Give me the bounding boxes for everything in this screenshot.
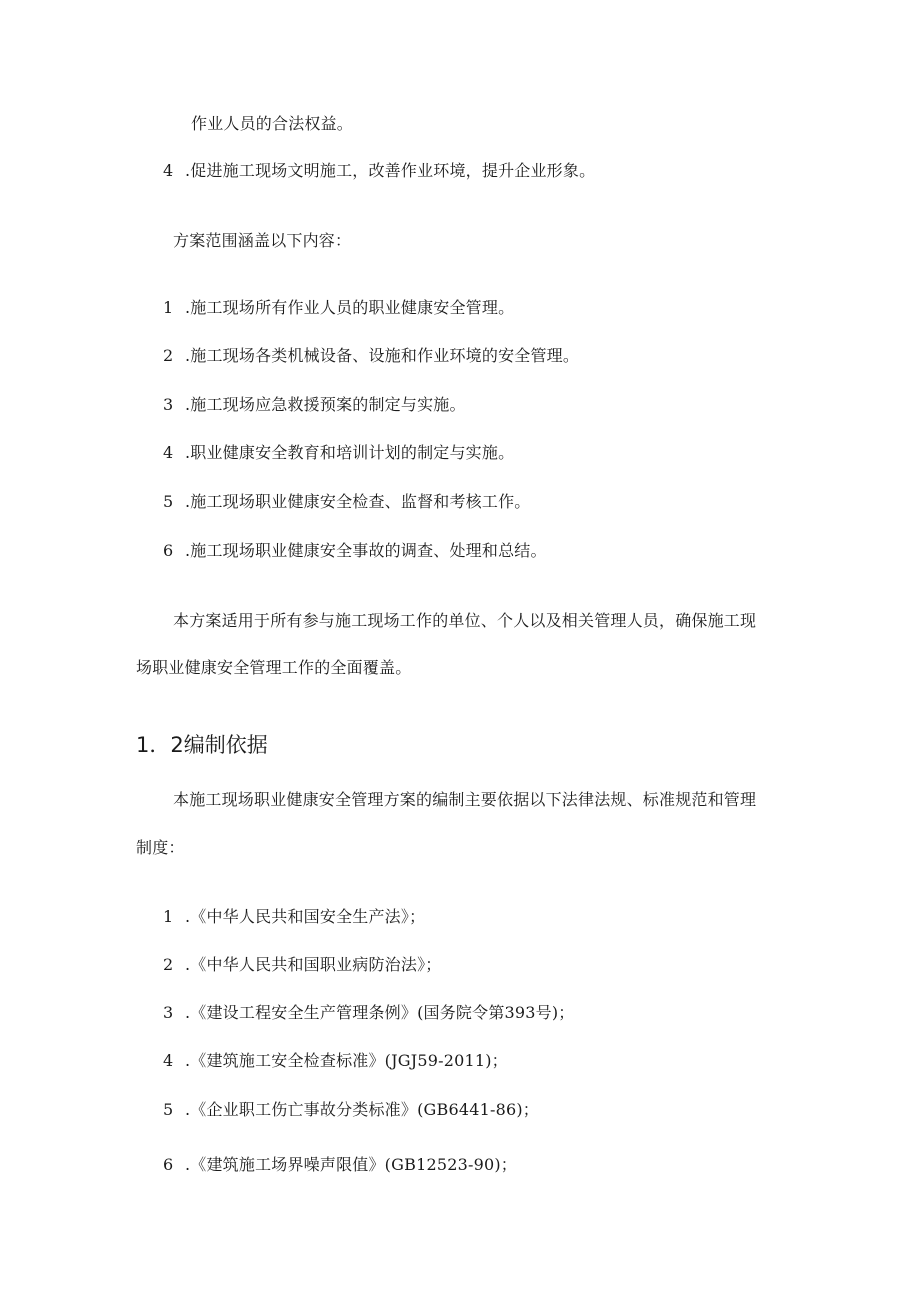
list-item-text: .《建设工程安全生产管理条例》(国务院令第393号)； [185,1003,575,1022]
list-item-number: 5 [163,1100,174,1119]
list-item-number: 3 [163,395,174,414]
scope-summary-line-1: 本方案适用于所有参与施工现场工作的单位、个人以及相关管理人员，确保施工现 [173,611,757,630]
list-item-text: .职业健康安全教育和培训计划的制定与实施。 [185,443,515,462]
basis-intro-line-1: 本施工现场职业健康安全管理方案的编制主要依据以下法律法规、标准规范和管理 [173,790,757,809]
basis-item-2 [163,954,442,976]
basis-intro-line-2: 制度： [136,838,185,857]
scope-item-5 [163,491,531,513]
list-item-text: .施工现场职业健康安全检查、监督和考核工作。 [185,492,531,511]
scope-summary-line-2: 场职业健康安全管理工作的全面覆盖。 [136,658,412,677]
scope-item-3 [163,394,466,416]
list-item-number: 1 [163,298,174,317]
list-item-number: 5 [163,492,174,511]
list-item-text: .《中华人民共和国职业病防治法》； [185,955,442,974]
list-item-text: .《建筑施工场界噪声限值》(GB12523-90)； [185,1155,517,1174]
basis-item-4 [163,1050,508,1072]
basis-item-3 [163,1002,575,1024]
scope-item-2 [163,345,579,367]
basis-item-1 [163,906,425,928]
list-item-text: .施工现场所有作业人员的职业健康安全管理。 [185,298,515,317]
list-item-text: .施工现场应急救援预案的制定与实施。 [185,395,466,414]
list-item-text: .施工现场职业健康安全事故的调查、处理和总结。 [185,541,547,560]
goal-item-text: .促进施工现场文明施工，改善作业环境，提升企业形象。 [185,161,596,180]
scope-item-1 [163,297,514,319]
list-item-number: 2 [163,955,174,974]
basis-item-5 [163,1099,539,1121]
intro-continuation: 作业人员的合法权益。 [191,114,354,133]
list-item-text: .施工现场各类机械设备、设施和作业环境的安全管理。 [185,346,580,365]
basis-item-6 [163,1154,517,1176]
goal-item-number: 4 [163,161,174,180]
section-heading-basis: 1．2编制依据 [136,733,268,757]
list-item-text: .《中华人民共和国安全生产法》； [185,907,426,926]
list-item-number: 4 [163,443,174,462]
list-item-number: 1 [163,907,174,926]
list-item-number: 6 [163,1155,174,1174]
list-item-text: .《建筑施工安全检查标准》(JGJ59-2011)； [185,1051,508,1070]
list-item-number: 3 [163,1003,174,1022]
list-item-number: 2 [163,346,174,365]
scope-item-6 [163,540,547,562]
scope-item-4 [163,442,514,464]
list-item-number: 4 [163,1051,174,1070]
scope-lead: 方案范围涵盖以下内容： [173,231,352,250]
list-item-text: .《企业职工伤亡事故分类标准》(GB6441-86)； [185,1100,539,1119]
list-item-number: 6 [163,541,174,560]
goal-item-4 [163,160,595,182]
